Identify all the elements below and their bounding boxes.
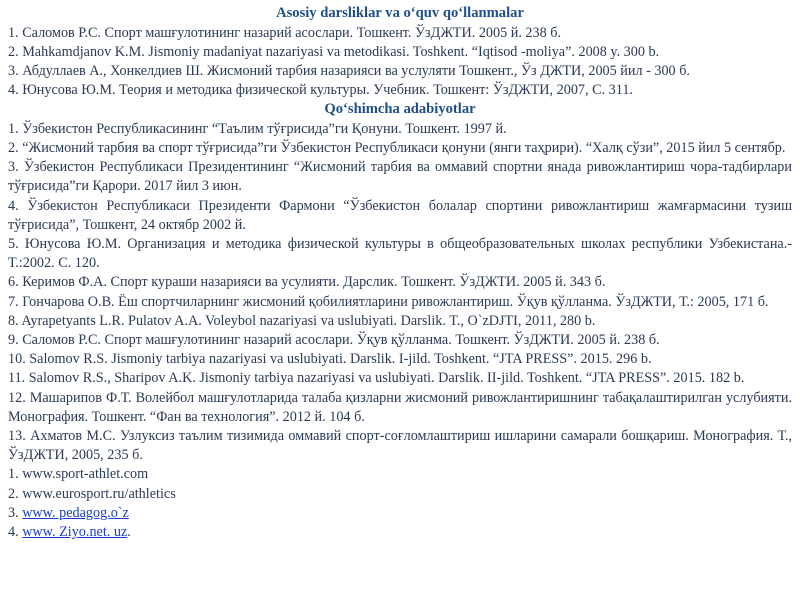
additional-literature-item: 6. Керимов Ф.А. Спорт кураши назарияси ва усулияти. Дарслик. Тошкент. ЎзДЖТИ. 2005 й. 343 б. xyxy=(8,274,606,291)
additional-literature-item: 7. Гончарова О.В. Ёш спортчиларнинг жисмоний қобилиятларини ривожлантириш. Ўқув қўлланма. ЎзДЖТИ, Т.: 2005, 171 б. xyxy=(8,293,769,310)
main-literature-item: 1. Саломов Р.С. Спорт машғулотининг назарий асослари. Тошкент. ЎзДЖТИ. 2005 й. 238 б. xyxy=(8,24,562,41)
web-resource-suffix: . xyxy=(127,524,131,541)
additional-literature-item: 1. Ўзбекистон Республикасининг “Таълим тўғрисида”ги Қонуни. Тошкент. 1997 й. xyxy=(8,120,507,137)
main-literature-heading: Asosiy darsliklar va o‘quv qo‘llanmalar xyxy=(276,5,524,21)
additional-literature-item: 9. Саломов Р.С. Спорт машғулотининг назарий асослари. Ўқув қўлланма. Тошкент. ЎзДЖТИ. 2005 й. 238 б. xyxy=(8,332,660,349)
web-resource-item xyxy=(8,504,792,523)
web-resource-item xyxy=(8,465,792,484)
web-resource-link[interactable]: www.sport-athlet.com xyxy=(22,466,149,483)
additional-literature-item: 3. Ўзбекистон Республикаси Президентининг “Жисмоний тарбия ва оммавий спортни янада ривожлантириш чора-тадбирлари тўғрисида”ги Қарори. 2017 йил 3 июн. xyxy=(8,159,792,195)
web-resource-number: 1. xyxy=(8,466,23,483)
additional-literature-item: 10. Salomov R.S. Jismoniy tarbiya nazariyasi va uslubiyati. Darslik. I-jild. Toshkent. “JTA PRESS”. 2015. 296 b. xyxy=(8,351,652,368)
main-literature-item: 2. Mahkamdjanov K.M. Jismoniy madaniyat nazariyasi va metodikasi. Toshkent. “Iqtisod -moliya”. 2008 y. 300 b. xyxy=(8,43,660,60)
web-resource-item xyxy=(8,485,792,504)
additional-literature-item: 13. Ахматов М.С. Узлуксиз таълим тизимида оммавий спорт-соғломлаштириш ишларини самарали бошқариш. Монография. Т., ЎзДЖТИ, 2005, 235 б. xyxy=(8,428,792,464)
web-resource-link[interactable]: www. pedagog.o`z xyxy=(22,504,129,521)
web-resource-number: 3. xyxy=(8,504,23,521)
additional-literature-item: 8. Ayrapetyants L.R. Pulatov A.A. Voleybol nazariyasi va uslubiyati. Darslik. T., O`zDJTI, 2011, 280 b. xyxy=(8,312,596,329)
main-literature-item: 4. Юнусова Ю.М. Теория и методика физической культуры. Учебник. Тошкент: ЎзДЖТИ, 2007, С. 311. xyxy=(8,82,633,99)
web-resource-link[interactable]: www.eurosport.ru/athletics xyxy=(22,485,176,502)
additional-literature-item: 5. Юнусова Ю.М. Организация и методика физической культуры в общеобразовательных школах республики Узбекистана.- Т.:2002. С. 120. xyxy=(8,236,792,272)
main-literature-item: 3. Абдуллаев А., Хонкелдиев Ш. Жисмоний тарбия назарияси ва услуляти Тошкент., Ўз ДЖТИ, 2005 йил - 300 б. xyxy=(8,62,690,79)
web-resource-number: 4. xyxy=(8,524,23,541)
web-resource-item xyxy=(8,523,792,542)
web-resource-number: 2. xyxy=(8,485,23,502)
additional-literature-item: 2. “Жисмоний тарбия ва спорт тўғрисида”ги Ўзбекистон Республикаси қонуни (янги таҳрири). “Халқ сўзи”, 2015 йил 5 сентябр. xyxy=(8,140,786,157)
web-resource-link[interactable]: www. Ziyo.net. uz xyxy=(22,524,128,541)
additional-literature-item: 4. Ўзбекистон Республикаси Президенти Фармони “Ўзбекистон болалар спортини ривожлантириш жамғармасини тузиш тўғрисида”, Тошкент, 24 октябр 2002 й. xyxy=(8,197,792,233)
additional-literature-item: 12. Машарипов Ф.Т. Волейбол машғулотларида талаба қизларни жисмоний ривожлантиришнинг табақалаштирилган услубияти. Монография. Тошкент. “Фан ва технология”. 2012 й. 104 б. xyxy=(8,389,792,425)
additional-literature-item: 11. Salomov R.S., Sharipov A.K. Jismoniy tarbiya nazariyasi va uslubiyati. Darslik. II-jild. Toshkent. “JTA PRESS”. 2015. 182 b. xyxy=(8,370,745,387)
additional-literature-heading: Qo‘shimcha adabiyotlar xyxy=(324,101,476,118)
